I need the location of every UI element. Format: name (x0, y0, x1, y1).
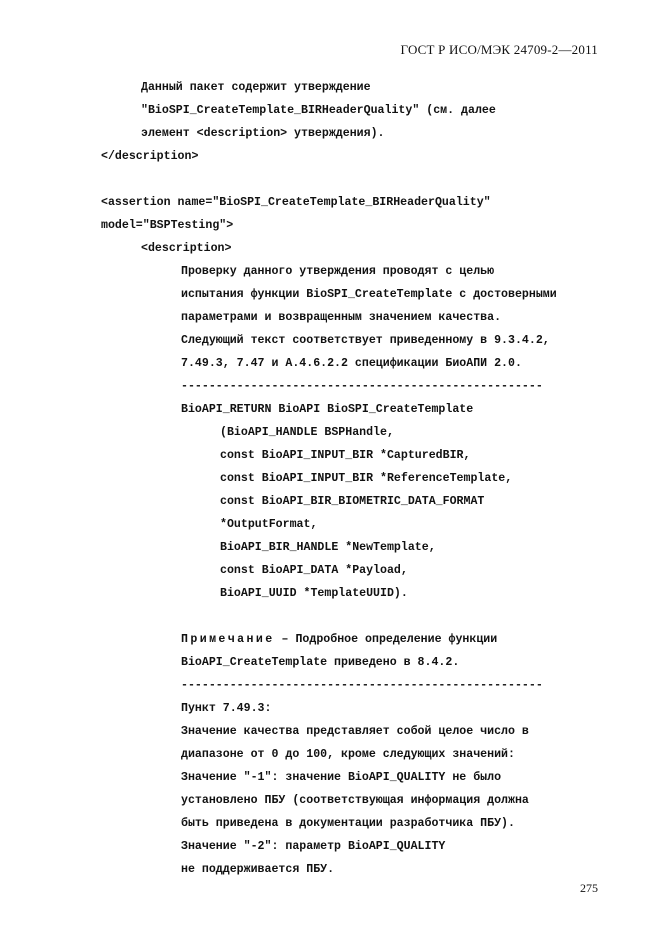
text-line: <description> (141, 242, 232, 255)
text-line: Значение "-2": параметр BioAPI_QUALITY (181, 840, 446, 853)
note-line (0, 628, 661, 651)
text-line: установлено ПБУ (соответствующая информация должна (181, 794, 529, 807)
text-line: BioAPI_UUID *TemplateUUID). (220, 587, 408, 600)
text-line: Значение качества представляет собой целое число в (181, 725, 529, 738)
separator-line: ---------------------------------------------------- (181, 380, 543, 393)
text-line: const BioAPI_DATA *Payload, (220, 564, 408, 577)
text-line: испытания функции BioSPI_CreateTemplate с достоверными (181, 288, 557, 301)
note-text: – Подробное определение функции (274, 633, 498, 646)
text-line: const BioAPI_BIR_BIOMETRIC_DATA_FORMAT (220, 495, 485, 508)
text-line: Данный пакет содержит утверждение (141, 81, 371, 94)
page-number: 275 (580, 881, 598, 895)
separator-line: ---------------------------------------------------- (181, 679, 543, 692)
text-line: Значение "-1": значение BioAPI_QUALITY не было (181, 771, 502, 784)
document-header: ГОСТ Р ИСО/МЭК 24709-2—2011 (400, 42, 598, 57)
text-line: model="BSPTesting"> (101, 219, 234, 232)
text-line: Проверку данного утверждения проводят с целью (181, 265, 495, 278)
text-line: не поддерживается ПБУ. (181, 863, 335, 876)
blank-line (0, 605, 661, 628)
text-line: <assertion name="BioSPI_CreateTemplate_BIRHeaderQuality" (101, 196, 491, 209)
text-line: const BioAPI_INPUT_BIR *CapturedBIR, (220, 449, 471, 462)
text-line: Следующий текст соответствует приведенному в 9.3.4.2, (181, 334, 550, 347)
code-listing (0, 76, 661, 881)
text-line: 7.49.3, 7.47 и A.4.6.2.2 спецификации БиоАПИ 2.0. (181, 357, 522, 370)
text-line: *OutputFormat, (220, 518, 318, 531)
text-line: элемент <description> утверждения). (141, 127, 385, 140)
text-line: диапазоне от 0 до 100, кроме следующих значений: (181, 748, 515, 761)
text-line: </description> (101, 150, 199, 163)
text-line: быть приведена в документации разработчика ПБУ). (181, 817, 515, 830)
text-line: (BioAPI_HANDLE BSPHandle, (220, 426, 394, 439)
text-line: параметрами и возвращенным значением качества. (181, 311, 502, 324)
note-label: Примечание (181, 633, 275, 646)
blank-line (0, 168, 661, 191)
text-line: Пункт 7.49.3: (181, 702, 272, 715)
text-line: "BioSPI_CreateTemplate_BIRHeaderQuality" (см. далее (141, 104, 496, 117)
text-line: BioAPI_RETURN BioAPI BioSPI_CreateTemplate (181, 403, 474, 416)
text-line: BioAPI_CreateTemplate приведено в 8.4.2. (181, 656, 460, 669)
text-line: BioAPI_BIR_HANDLE *NewTemplate, (220, 541, 436, 554)
text-line: const BioAPI_INPUT_BIR *ReferenceTemplate, (220, 472, 513, 485)
